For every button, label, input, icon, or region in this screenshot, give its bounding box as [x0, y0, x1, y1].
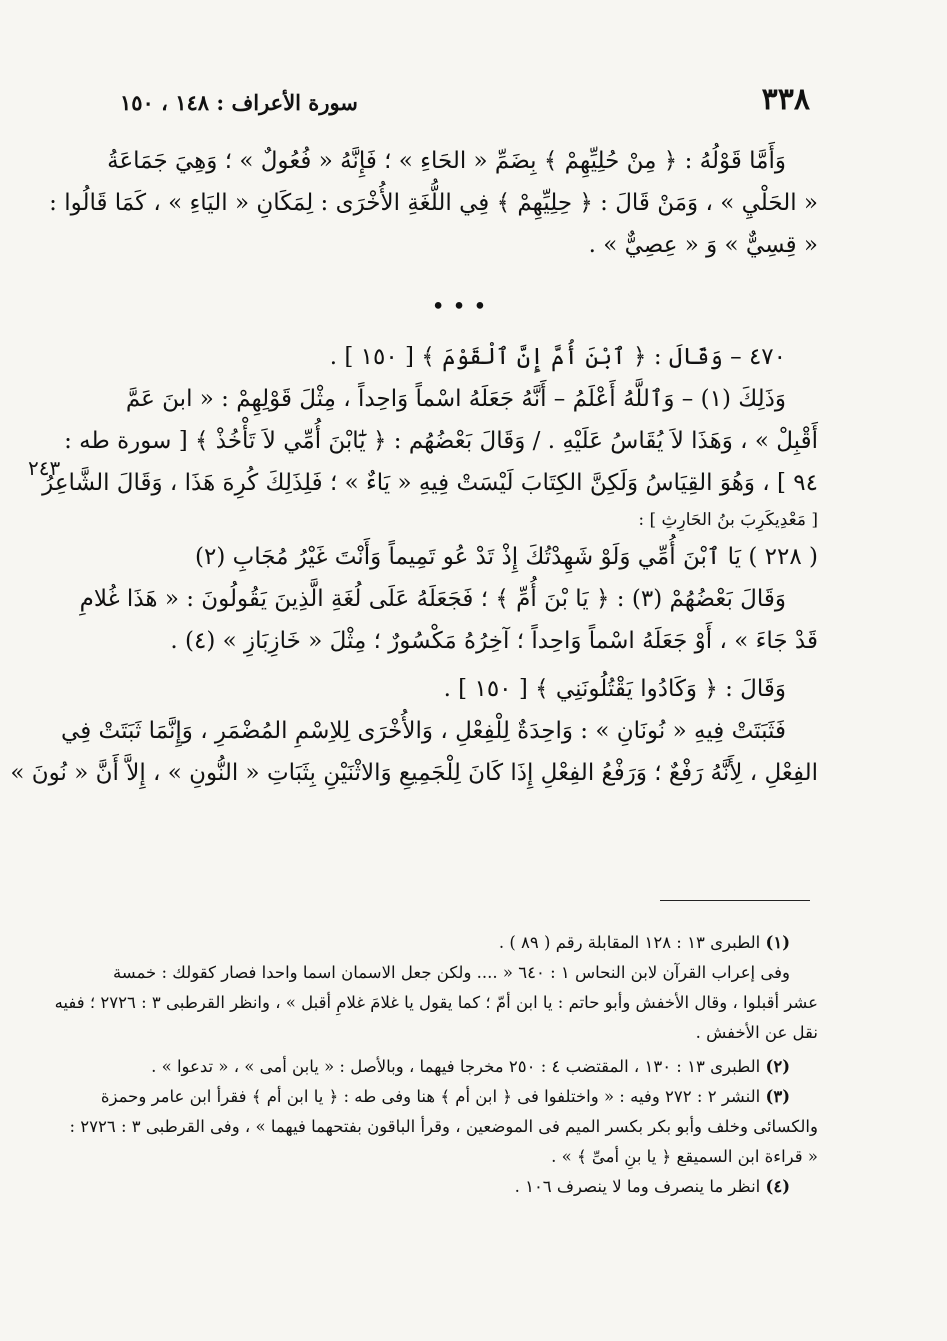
entry-heading-470: ٤٧٠ – وَقَالَ : ﴿ ٱبْنَ أُمَّ إِنَّ ٱلْقَوْمَ ﴾ [ ١٥٠ ] .	[329, 344, 786, 370]
text-line: فَثَبَتَتْ فِيهِ « نُونَانِ » : وَاحِدَةٌ لِلْفِعْلِ ، وَالأُخْرَى لِلاِسْمِ المُضْمَرِ ، وَإِنَّمَا ثَبَتَتْ فِي	[61, 718, 786, 744]
footnote-line	[110, 1052, 818, 1082]
footnote-number: (٤)	[765, 1177, 790, 1196]
running-title: سورة الأعراف : ١٤٨ ، ١٥٠	[120, 90, 358, 115]
footnote-line	[110, 1172, 818, 1202]
footnote-number: (٢)	[765, 1057, 790, 1076]
footnote-line	[110, 928, 818, 958]
margin-folio-number: ٢٤٣	[28, 456, 61, 480]
footnote-text: الطبرى ١٣ : ١٢٨ المقابلة رقم ( ٨٩ ) .	[498, 933, 761, 952]
page-header	[120, 82, 810, 122]
text-line: وَأَمَّا قَوْلُهُ : ﴿ مِنْ حُلِيِّهِمْ ﴾ بِضَمِّ « الحَاءِ » ؛ فَإِنَّهُ « فُعُولٌ » ؛ وَهِيَ جَمَاعَةُ	[107, 148, 786, 174]
footnote-line	[100, 1082, 818, 1112]
entry-heading-kadu: وَقَالَ : ﴿ وَكَادُوا يَقْتُلُونَنِي ﴾ [ ١٥٠ ] .	[443, 676, 786, 702]
footnote-line: وفى إعراب القرآن لابن النحاس ١ : ٦٤٠ « .... ولكن جعل الاسمان اسما واحدا فصار كقولك : خمسة	[112, 963, 790, 982]
poetry-verse: ( ٢٢٨ ) يَا ٱبْنَ أُمِّي وَلَوْ شَهِدْتُكَ إِذْ تَدْ عُو تَمِيماً وَأَنْتَ غَيْرُ مُجَابِ (٢)	[194, 544, 818, 570]
footnote-text: انظر ما ينصرف وما لا ينصرف ١٠٦ .	[514, 1177, 761, 1196]
footnote-number: (٣)	[765, 1087, 790, 1106]
text-line: ٩٤ ] ، وَهُوَ القِيَاسُ وَلَكِنَّ الكِتَابَ لَيْسَتْ فِيهِ « يَاءٌ » ؛ فَلِذَلِكَ كُرِهَ هَذَا ، وَقَالَ الشَّاعِرُ	[42, 470, 818, 496]
text-line: « قِسِيٌّ » وَ « عِصِيٌّ » .	[588, 232, 818, 258]
text-line: « الحَلْيِ » ، وَمَنْ قَالَ : ﴿ حِلِيِّهِمْ ﴾ فِي اللُّغَةِ الأُخْرَى : لِمَكَانِ « اليَاءِ » ، كَمَا قَالُوا :	[49, 190, 818, 216]
footnote-line: عشر أقبلوا ، وقال الأخفش وأبو حاتم : يا ابن أمّ ؛ كما يقول يا غلامَ غلامِ أقبل » ، وانظر القرطبى ٣ : ٢٧٢٦ ؛ ففيه	[54, 993, 818, 1012]
text-line: الفِعْلِ ، لِأَنَّهُ رَفْعٌ ؛ وَرَفْعُ الفِعْلِ إِذَا كَانَ لِلْجَمِيعِ وَالاثْنَيْنِ بِثَبَاتِ « النُّونِ » ، إِلاَّ أَنَّ « نُونَ »	[10, 760, 818, 786]
footnote-number: (١)	[765, 933, 790, 952]
section-separator: • • •	[431, 294, 487, 320]
footnotes	[54, 928, 818, 1202]
text-line: وَذَلِكَ (١) – وَٱللَّهُ أَعْلَمُ – أَنَّهُ جَعَلَهُ اسْماً وَاحِداً ، مِثْلَ قَوْلِهِمْ : « ابنَ عَمَّ	[125, 386, 786, 412]
footnote-line: نقل عن الأخفش .	[695, 1023, 818, 1042]
text-line: قَدْ جَاءَ » ، أَوْ جَعَلَهُ اسْماً وَاحِداً ؛ آخِرُهُ مَكْسُورٌ ؛ مِثْلَ « خَازِبَازِ » (٤) .	[170, 628, 818, 654]
footnote-line: « قراءة ابن السميقع ﴿ يا بنِ أمىِّ ﴾ » .	[551, 1147, 818, 1166]
poet-attribution: [ مَعْدِيكَرِبَ بنُ الحَارِثِ ] :	[638, 510, 818, 530]
text-line: أَقْبِلْ » ، وَهَذَا لاَ يُقَاسُ عَلَيْهِ . / وَقَالَ بَعْضُهُم : ﴿ يَٰٓابْنَ أُمِّي لاَ تَأْخُذْ ﴾ [ سورة طه :	[64, 428, 818, 454]
footnote-text: النشر ٢ : ٢٧٢ وفيه : « واختلفوا فى ﴿ ابن أم ﴾ هنا وفى طه : ﴿ يا ابن أم ﴾ فقرأ ابن عامر وحمزة	[100, 1087, 761, 1106]
footnote-divider	[660, 900, 810, 901]
text-line: وَقَالَ بَعْضُهُمْ (٣) : ﴿ يَا بْنَ أُمِّ ﴾ ؛ فَجَعَلَهُ عَلَى لُغَةِ الَّذِينَ يَقُولُونَ : « هَذَا غُلامِ	[79, 586, 786, 612]
footnote-line: والكسائى وخلف وأبو بكر بكسر الميم فى الموضعين ، وقرأ الباقون بفتحهما فيهما » ، وفى القرطبى ٣ : ٢٧٢٦ :	[69, 1117, 818, 1136]
page-number: ٣٣٨	[761, 82, 810, 117]
footnote-text: الطبرى ١٣ : ١٣٠ ، المقتضب ٤ : ٢٥٠ مخرجا فيهما ، وبالأصل : « يابن أمى » ، « تدعوا » .	[151, 1057, 761, 1076]
